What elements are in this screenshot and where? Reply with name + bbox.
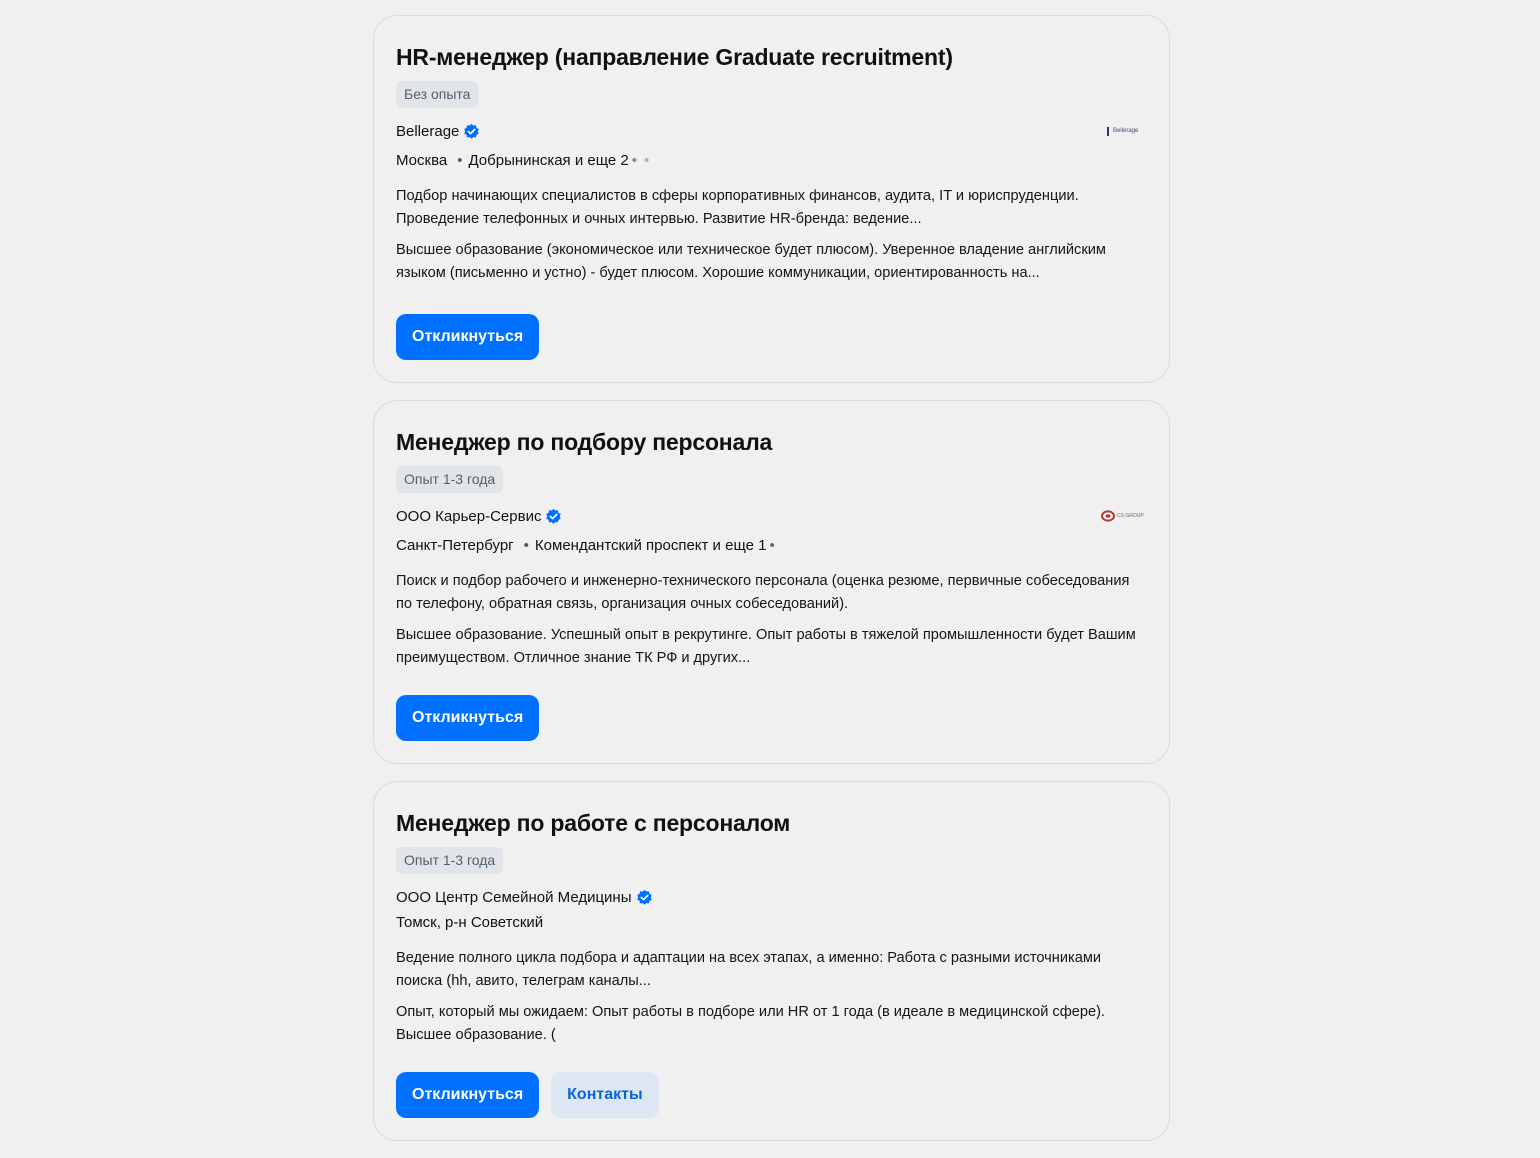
logo-text: CS GROUP [1117, 513, 1144, 519]
card-actions [396, 314, 539, 360]
metro-stations: Добрынинская и еще 2 [468, 152, 629, 169]
vacancy-requirement: Опыт, который мы ожидаем: Опыт работы в подборе или HR от 1 года (в идеале в медицинской сфере). Высшее образование. ( [396, 1004, 1105, 1043]
experience-badge: Опыт 1-3 года [396, 466, 503, 493]
separator-dot: • [457, 152, 463, 169]
card-actions [396, 1072, 659, 1118]
location-row [396, 535, 1147, 557]
separator-dot: • [523, 537, 529, 554]
vacancy-card [373, 15, 1170, 383]
metro-stations: Комендантский проспект и еще 1 [534, 537, 767, 554]
company-name[interactable]: Bellerage [396, 122, 460, 140]
verified-icon [636, 889, 653, 906]
city: Томск, р-н Советский [396, 914, 544, 931]
metro-line-dot: • [644, 152, 650, 169]
city: Санкт-Петербург [396, 537, 514, 554]
logo-text: Bellerage [1113, 128, 1139, 134]
vacancy-card [373, 400, 1170, 764]
verified-icon [545, 508, 562, 525]
company-logo[interactable] [1101, 509, 1147, 523]
metro-line-dot: • [631, 152, 638, 169]
vacancy-requirement: Высшее образование. Успешный опыт в рекрутинге. Опыт работы в тяжелой промышленности будет Вашим преимуществом. Отличное знание ТК РФ и других... [396, 627, 1136, 666]
company-logo[interactable] [1107, 125, 1147, 137]
vacancy-card [373, 781, 1170, 1141]
apply-button[interactable]: Откликнуться [396, 1072, 539, 1118]
experience-badge: Без опыта [396, 81, 478, 108]
vacancy-list [373, 15, 1170, 1158]
metro-line-dot: • [769, 537, 775, 554]
company-row [396, 120, 1147, 142]
company-name[interactable]: ООО Карьер-Сервис [396, 507, 542, 525]
vacancy-responsibility: Ведение полного цикла подбора и адаптации на всех этапах, а именно: Работа с разными источниками поиска (hh, авито, телеграм каналы... [396, 950, 1102, 989]
experience-badge: Опыт 1-3 года [396, 847, 503, 874]
vacancy-responsibility: Подбор начинающих специалистов в сферы корпоративных финансов, аудита, IT и юриспруденции. Проведение телефонных и очных интервью. Развитие HR-бренда: ведение... [396, 188, 1079, 227]
contacts-button[interactable]: Контакты [551, 1072, 658, 1118]
vacancy-title[interactable]: Менеджер по подбору персонала [396, 429, 773, 455]
apply-button[interactable]: Откликнуться [396, 695, 539, 741]
vacancy-responsibility: Поиск и подбор рабочего и инженерно-технического персонала (оценка резюме, первичные собеседования по телефону, обратная связь, организация очных собеседований). [396, 573, 1130, 612]
city: Москва [396, 152, 448, 169]
card-actions [396, 695, 539, 741]
location-row [396, 150, 1147, 172]
company-name[interactable]: ООО Центр Семейной Медицины [396, 888, 632, 906]
location-row [396, 912, 1147, 934]
apply-button[interactable]: Откликнуться [396, 314, 539, 360]
cs-group-logo-icon [1101, 510, 1115, 522]
company-row [396, 505, 1147, 527]
vacancy-requirement: Высшее образование (экономическое или техническое будет плюсом). Уверенное владение английским языком (письменно и устно) - будет плюсом. Хорошие коммуникации, ориентированность на... [396, 242, 1106, 281]
verified-icon [463, 123, 480, 140]
vacancy-title[interactable]: Менеджер по работе с персоналом [396, 810, 791, 836]
company-row [396, 886, 1147, 908]
vacancy-title[interactable]: HR-менеджер (направление Graduate recruitment) [396, 44, 953, 70]
